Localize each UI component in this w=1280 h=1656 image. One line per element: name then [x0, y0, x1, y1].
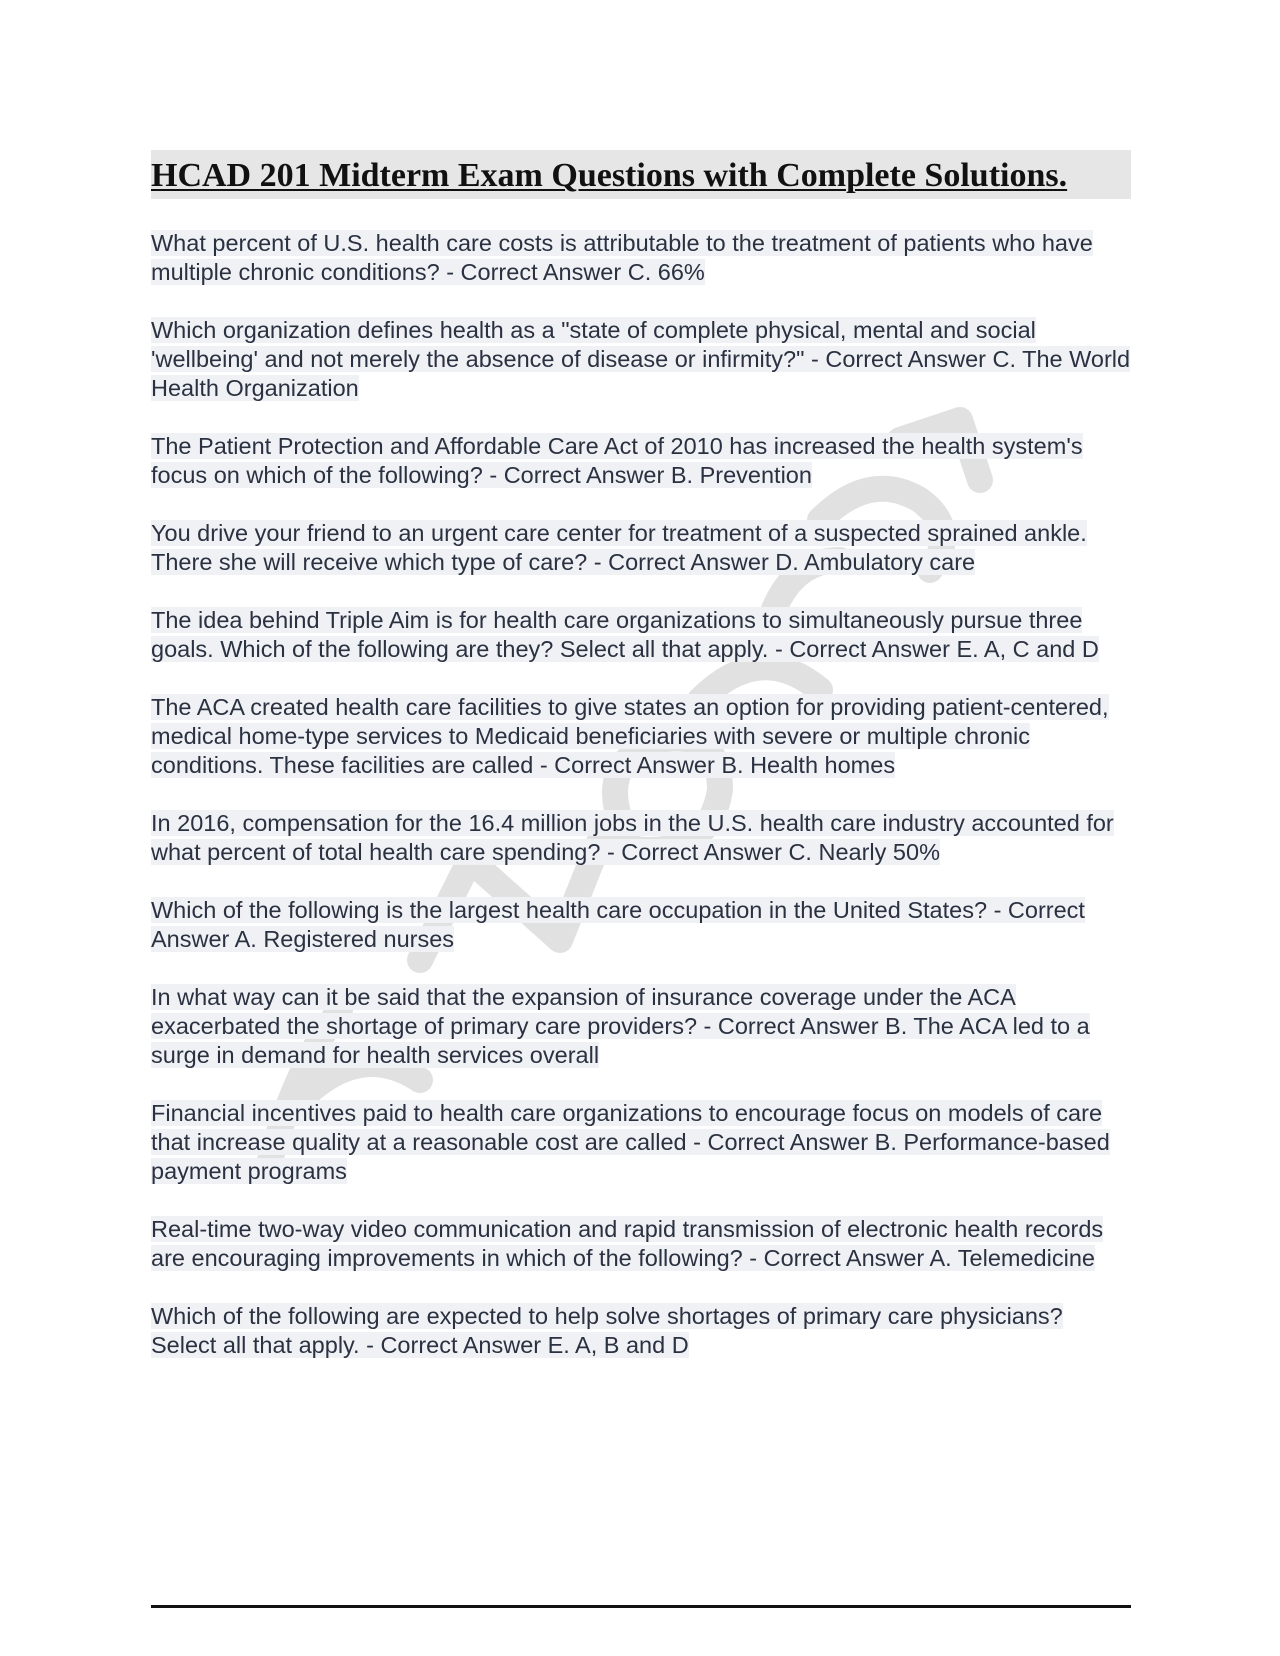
qa-item-text: Which of the following is the largest health care occupation in the United States? - Correct Answer A. Registered nurses: [151, 897, 1085, 952]
title-block: [151, 150, 1131, 199]
qa-item-text: The ACA created health care facilities to give states an option for providing patient-centered, medical home-type services to Medicaid beneficiaries with severe or multiple chronic conditions. These facilities are called - Correct Answer B. Health homes: [151, 694, 1109, 778]
qa-item: [151, 983, 1131, 1070]
qa-item: [151, 229, 1131, 287]
footer-divider: [151, 1605, 1131, 1608]
qa-item: [151, 1302, 1131, 1360]
qa-item: [151, 519, 1131, 577]
qa-item-text: Which organization defines health as a "state of complete physical, mental and social 'wellbeing' and not merely the absence of disease or infirmity?" - Correct Answer C. The World Health Organization: [151, 317, 1131, 401]
qa-item-text: In 2016, compensation for the 16.4 million jobs in the U.S. health care industry accounted for what percent of total health care spending? - Correct Answer C. Nearly 50%: [151, 810, 1114, 865]
qa-item-text: Real-time two-way video communication and rapid transmission of electronic health records are encouraging improvements in which of the following? - Correct Answer A. Telemedicine: [151, 1216, 1104, 1271]
qa-item: [151, 809, 1131, 867]
qa-item-text: Financial incentives paid to health care organizations to encourage focus on models of care that increase quality at a reasonable cost are called - Correct Answer B. Performance-based payment programs: [151, 1100, 1110, 1184]
qa-item-text: Which of the following are expected to help solve shortages of primary care physicians? Select all that apply. - Correct Answer E. A, B and D: [151, 1303, 1063, 1358]
qa-item-text: The Patient Protection and Affordable Care Act of 2010 has increased the health system's focus on which of the following? - Correct Answer B. Prevention: [151, 433, 1083, 488]
qa-item-text: In what way can it be said that the expansion of insurance coverage under the ACA exacerbated the shortage of primary care providers? - Correct Answer B. The ACA led to a surge in demand for health services overall: [151, 984, 1090, 1068]
qa-item: [151, 1099, 1131, 1186]
qa-list: [151, 229, 1131, 1360]
document-title: HCAD 201 Midterm Exam Questions with Complete Solutions.: [151, 157, 1068, 194]
qa-item: [151, 896, 1131, 954]
qa-item: [151, 606, 1131, 664]
qa-item: [151, 693, 1131, 780]
qa-item: [151, 316, 1131, 403]
qa-item-text: What percent of U.S. health care costs is attributable to the treatment of patients who have multiple chronic conditions? - Correct Answer C. 66%: [151, 230, 1093, 285]
qa-item-text: The idea behind Triple Aim is for health care organizations to simultaneously pursue three goals. Which of the following are they? Select all that apply. - Correct Answer E. A, C and D: [151, 607, 1099, 662]
qa-item-text: You drive your friend to an urgent care center for treatment of a suspected sprained ankle. There she will receive which type of care? - Correct Answer D. Ambulatory care: [151, 520, 1087, 575]
qa-item: [151, 432, 1131, 490]
document-content: [151, 150, 1131, 1389]
qa-item: [151, 1215, 1131, 1273]
